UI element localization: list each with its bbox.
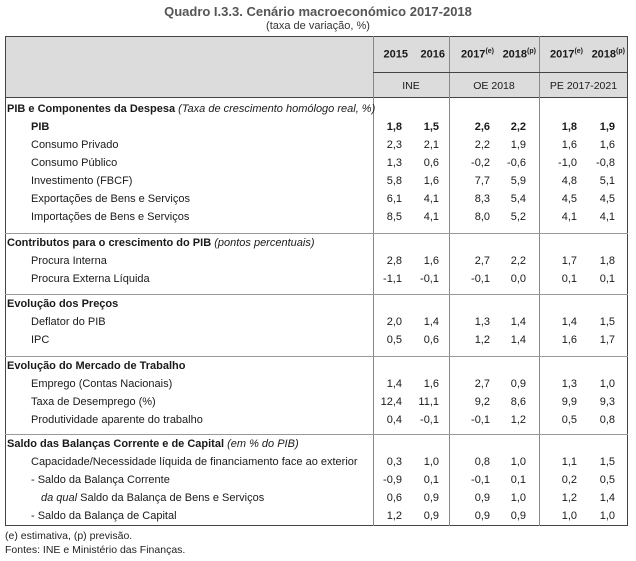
- table-row: [5, 454, 628, 471]
- table-cell: 2,7: [474, 255, 490, 267]
- row-label-text: Investimento (FBCF): [31, 175, 133, 187]
- section-note: (pontos percentuais): [214, 237, 315, 249]
- table-cell: -0,1: [471, 414, 490, 426]
- row-label: [31, 396, 156, 408]
- row-label: [31, 474, 170, 486]
- row-label-text: Deflator do PIB: [31, 316, 106, 328]
- section-header: [5, 101, 628, 118]
- table-row: [5, 209, 628, 226]
- table-cell: 1,4: [599, 492, 615, 504]
- table-cell: 0,9: [423, 510, 439, 522]
- row-label: [31, 456, 358, 468]
- group-ine: INE: [402, 80, 420, 92]
- table-cell: 2,8: [386, 255, 402, 267]
- table-cell: 5,1: [599, 175, 615, 187]
- table-row: [5, 412, 628, 429]
- table-cell: 2,1: [423, 139, 439, 151]
- row-label: [31, 414, 203, 426]
- section-title-text: PIB e Componentes da Despesa: [7, 103, 176, 115]
- table-cell: 4,8: [561, 175, 577, 187]
- table-cell: 1,6: [423, 378, 439, 390]
- table-title: Quadro I.3.3. Cenário macroeconómico 2017-2018: [164, 4, 472, 19]
- table-cell: -1,1: [383, 273, 402, 285]
- table-cell: 1,0: [599, 510, 615, 522]
- section-title-text: Saldo das Balanças Corrente e de Capital: [7, 438, 225, 450]
- table-cell: 5,9: [510, 175, 526, 187]
- table-cell: 0,4: [386, 414, 402, 426]
- table-cell: 1,2: [561, 492, 577, 504]
- section-title-text: Evolução dos Preços: [7, 298, 119, 310]
- section-title: [7, 103, 375, 115]
- table-cell: 1,6: [561, 334, 577, 346]
- table-cell: 11,1: [418, 396, 439, 408]
- table-cell: 1,0: [510, 492, 526, 504]
- table-cell: 1,6: [599, 139, 615, 151]
- row-label-text: IPC: [31, 334, 50, 346]
- table-row: [5, 173, 628, 190]
- table-cell: 1,6: [423, 175, 439, 187]
- section-separator: [5, 356, 628, 357]
- row-label: [31, 121, 49, 133]
- table-cell: 0,6: [386, 492, 402, 504]
- table-cell: 1,5: [599, 456, 615, 468]
- section-separator: [5, 233, 628, 234]
- table-row: [5, 155, 628, 172]
- table-cell: -1,0: [558, 157, 577, 169]
- table-cell: 1,8: [599, 255, 615, 267]
- table-cell: 5,2: [510, 211, 526, 223]
- table-cell: 1,4: [510, 316, 526, 328]
- row-label-prefix: da qual: [41, 492, 78, 504]
- section-separator: [5, 434, 628, 435]
- section-title: [7, 298, 118, 310]
- row-label: [31, 492, 264, 504]
- table-row: [5, 191, 628, 208]
- table-cell: 0,5: [386, 334, 402, 346]
- table-cell: 9,9: [561, 396, 577, 408]
- table-cell: 4,1: [423, 211, 439, 223]
- table-cell: 1,8: [386, 121, 402, 133]
- table-cell: 2,2: [474, 139, 490, 151]
- table-cell: 8,3: [474, 193, 490, 205]
- section-header: [5, 436, 628, 453]
- row-label: [31, 273, 150, 285]
- table-cell: 1,0: [510, 456, 526, 468]
- col-header-2018p-oe: 2018$^{(p)}$: [502, 48, 536, 61]
- table-cell: 0,3: [386, 456, 402, 468]
- row-label: [31, 157, 117, 169]
- table-cell: -0,1: [420, 414, 439, 426]
- table-cell: 1,2: [510, 414, 526, 426]
- table-cell: 1,8: [561, 121, 577, 133]
- table-row: [5, 332, 628, 349]
- table-cell: 1,0: [423, 456, 439, 468]
- table-cell: 2,2: [510, 255, 526, 267]
- table-cell: 1,0: [599, 378, 615, 390]
- row-label: [31, 211, 189, 223]
- table-cell: 1,5: [423, 121, 439, 133]
- table-cell: 1,1: [561, 456, 577, 468]
- table-cell: 0,9: [474, 510, 490, 522]
- section-header: [5, 235, 628, 252]
- row-label-text: Capacidade/Necessidade líquida de financiamento face ao exterior: [31, 456, 358, 468]
- table-cell: 1,4: [423, 316, 439, 328]
- table-cell: 4,1: [561, 211, 577, 223]
- table-row: [5, 314, 628, 331]
- row-label: [31, 139, 118, 151]
- row-label-text: - Saldo da Balança de Capital: [31, 510, 177, 522]
- table-cell: 0,1: [510, 474, 526, 486]
- table-cell: 1,6: [561, 139, 577, 151]
- table-cell: 0,9: [423, 492, 439, 504]
- section-note: (Taxa de crescimento homólogo real, %): [178, 103, 376, 115]
- table-cell: 1,9: [510, 139, 526, 151]
- col-header-2016: 2016: [420, 48, 445, 61]
- section-title-text: Contributos para o crescimento do PIB: [7, 237, 212, 249]
- table-cell: 2,0: [386, 316, 402, 328]
- table-cell: 1,3: [474, 316, 490, 328]
- row-label: [31, 378, 172, 390]
- table-cell: 0,8: [599, 414, 615, 426]
- row-label-text: Procura Externa Líquida: [31, 273, 150, 285]
- table-cell: 1,3: [386, 157, 402, 169]
- table-cell: 2,2: [510, 121, 526, 133]
- col-header-2017e-oe: 2017$^{(e)}$: [460, 48, 494, 61]
- row-label-text: PIB: [31, 121, 50, 133]
- row-label-text: Emprego (Contas Nacionais): [31, 378, 173, 390]
- footnote-legend: (e) estimativa, (p) previsão.: [5, 530, 133, 542]
- row-label-text: Produtividade aparente do trabalho: [31, 414, 203, 426]
- table-cell: 4,5: [599, 193, 615, 205]
- section-header: [5, 358, 628, 375]
- table-row: [5, 119, 628, 136]
- section-title: [7, 438, 299, 450]
- table-cell: 6,1: [386, 193, 402, 205]
- row-label-text: Taxa de Desemprego (%): [31, 396, 156, 408]
- row-label-text: Importações de Bens e Serviços: [31, 211, 190, 223]
- table-cell: 0,0: [510, 273, 526, 285]
- table-cell: 1,9: [599, 121, 615, 133]
- row-label-text: Exportações de Bens e Serviços: [31, 193, 190, 205]
- table-cell: 0,9: [474, 492, 490, 504]
- table-cell: 0,6: [423, 157, 439, 169]
- row-label-text: Consumo Público: [31, 157, 118, 169]
- row-label: [31, 316, 106, 328]
- table-cell: 1,7: [561, 255, 577, 267]
- table-cell: 0,2: [561, 474, 577, 486]
- table-cell: 9,3: [599, 396, 615, 408]
- table-cell: -0,1: [420, 273, 439, 285]
- table-cell: 1,2: [386, 510, 402, 522]
- table-cell: 8,5: [386, 211, 402, 223]
- group-pe-2017-2021: PE 2017-2021: [549, 80, 618, 92]
- table-cell: 5,8: [386, 175, 402, 187]
- table-cell: 1,0: [561, 510, 577, 522]
- table-cell: 0,1: [561, 273, 577, 285]
- table-cell: -0,6: [507, 157, 526, 169]
- table-cell: 2,3: [386, 139, 402, 151]
- section-title: [7, 360, 185, 372]
- section-title: [7, 237, 314, 249]
- table-cell: 0,9: [510, 510, 526, 522]
- table-cell: 1,3: [561, 378, 577, 390]
- table-cell: 7,7: [474, 175, 490, 187]
- row-label: [31, 255, 107, 267]
- table-cell: 4,5: [561, 193, 577, 205]
- row-label-text: Consumo Privado: [31, 139, 119, 151]
- col-header-2015: 2015: [383, 48, 408, 61]
- table-cell: 0,8: [474, 456, 490, 468]
- table-cell: 12,4: [380, 396, 402, 408]
- table-row: [5, 271, 628, 288]
- table-cell: 8,6: [510, 396, 526, 408]
- row-label-text: Saldo da Balança de Bens e Serviços: [80, 492, 265, 504]
- section-note: (em % do PIB): [227, 438, 299, 450]
- table-cell: 1,5: [599, 316, 615, 328]
- table-row: [5, 472, 628, 489]
- table-row: [5, 508, 628, 525]
- table-cell: 1,4: [510, 334, 526, 346]
- row-label-text: Procura Interna: [31, 255, 107, 267]
- table-cell: 2,6: [474, 121, 490, 133]
- col-header-2018p-pe: 2018$^{(p)}$: [591, 48, 625, 61]
- table-cell: -0,1: [471, 273, 490, 285]
- section-header: [5, 296, 628, 313]
- table-cell: 4,1: [599, 211, 615, 223]
- col-header-2017e-pe: 2017$^{(e)}$: [549, 48, 583, 61]
- table-cell: 1,4: [386, 378, 402, 390]
- table-row: [5, 137, 628, 154]
- table-cell: 9,2: [474, 396, 490, 408]
- table-cell: 0,5: [599, 474, 615, 486]
- table-cell: 5,4: [510, 193, 526, 205]
- table-cell: 0,1: [423, 474, 439, 486]
- section-title-text: Evolução do Mercado de Trabalho: [7, 360, 186, 372]
- table-row: [5, 376, 628, 393]
- row-label: [31, 193, 190, 205]
- table-cell: 0,9: [510, 378, 526, 390]
- table-cell: 1,4: [561, 316, 577, 328]
- table-cell: 0,5: [561, 414, 577, 426]
- section-separator: [5, 294, 628, 295]
- table-cell: 8,0: [474, 211, 490, 223]
- group-oe-2018: OE 2018: [473, 80, 515, 92]
- row-label: [31, 510, 177, 522]
- table-cell: 0,1: [599, 273, 615, 285]
- row-label-text: - Saldo da Balança Corrente: [31, 474, 170, 486]
- table-row: [5, 253, 628, 270]
- table-cell: 1,2: [474, 334, 490, 346]
- table-cell: -0,2: [471, 157, 490, 169]
- header-divider: [373, 72, 628, 73]
- table-cell: 0,6: [423, 334, 439, 346]
- table-cell: -0,8: [596, 157, 615, 169]
- table-row: [5, 394, 628, 411]
- table-cell: 1,6: [423, 255, 439, 267]
- table-cell: 1,7: [599, 334, 615, 346]
- table-cell: -0,1: [471, 474, 490, 486]
- row-label: [31, 334, 49, 346]
- footnote-sources: Fontes: INE e Ministério das Finanças.: [5, 544, 186, 556]
- table-cell: 2,7: [474, 378, 490, 390]
- table-cell: 4,1: [423, 193, 439, 205]
- row-label: [31, 175, 132, 187]
- table-row: [5, 490, 628, 507]
- table-subtitle: (taxa de variação, %): [266, 20, 370, 32]
- table-cell: -0,9: [383, 474, 402, 486]
